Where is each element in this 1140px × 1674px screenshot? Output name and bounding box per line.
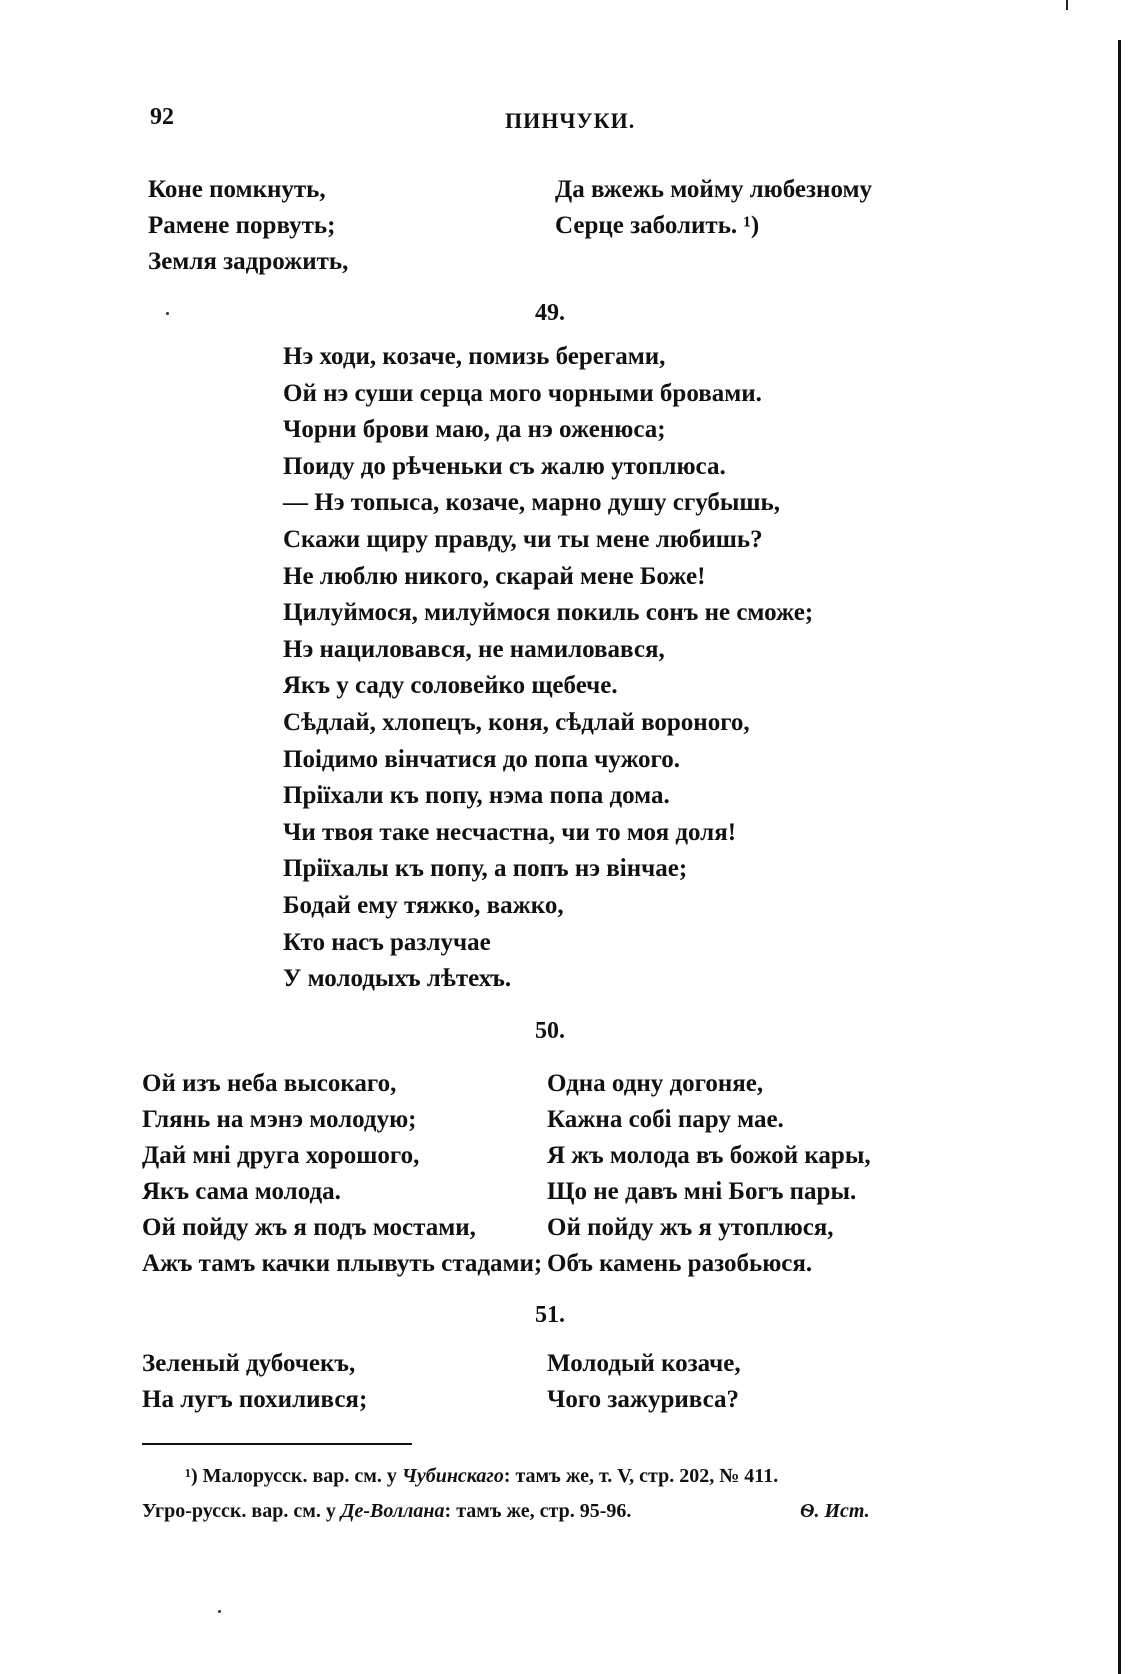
verse-line: На лугъ похилився; [142, 1386, 368, 1413]
verse-line: Да вжежь мойму любезному [555, 176, 873, 203]
print-speck [218, 1610, 221, 1613]
verse-line: Объ камень разобьюся. [547, 1250, 813, 1277]
verse-line: Ой изъ неба высокаго, [142, 1070, 397, 1097]
song-number-51: 51. [535, 1302, 565, 1328]
verse-line: Рамене порвуть; [148, 212, 336, 239]
song-51-left-column [142, 1346, 367, 1418]
verse-line: Кажна собі пару мае. [547, 1106, 784, 1133]
verse-line: Чи твоя таке несчастна, чи то моя доля! [283, 818, 737, 846]
song-number-49: 49. [535, 300, 565, 326]
footnote-author: Де-Воллана [340, 1500, 445, 1522]
page-number: 92 [150, 104, 174, 130]
footnote-rule [142, 1443, 412, 1445]
verse-line: Коне помкнуть, [148, 176, 326, 203]
verse-line: Скажи щиру правду, чи ты мене любишь? [283, 525, 763, 553]
footnote-signature [800, 1500, 870, 1523]
verse-line: Не люблю никого, скарай мене Боже! [283, 562, 706, 590]
song-50-right-column [547, 1066, 871, 1282]
verse-line: Сѣдлай, хлопецъ, коня, сѣдлай вороного, [283, 708, 750, 736]
song-number-50: 50. [535, 1018, 565, 1044]
intro-stanza-right [555, 172, 872, 244]
footnote-author: Чубинскаго [401, 1465, 504, 1487]
verse-line: Кто насъ разлучае [283, 928, 491, 956]
verse-line: Ой пойду жъ я утоплюся, [547, 1214, 834, 1241]
verse-line: Земля задрожить, [148, 248, 349, 275]
footnote-text: Угро-русск. вар. см. у [142, 1500, 336, 1522]
footnote-line-2 [142, 1500, 631, 1523]
verse-line: Молодый козаче, [547, 1350, 741, 1377]
verse-line: Чорни брови маю, да нэ оженюса; [283, 416, 666, 444]
song-50-left-column [142, 1066, 542, 1282]
footnote-text: : тамъ же, т. V, стр. 202, № 411. [503, 1465, 779, 1487]
verse-line: Ажъ тамъ качки плывуть стадами; [142, 1250, 543, 1277]
verse-line: Що не давъ мні Богъ пары. [547, 1178, 857, 1205]
signature-text: Ѳ. Ист. [800, 1500, 870, 1522]
song-51-right-column [547, 1346, 741, 1418]
song-49-text [283, 339, 813, 998]
verse-line: — Нэ топыса, козаче, марно душу сгубышь, [283, 489, 780, 517]
verse-line: Бодай ему тяжко, важко, [283, 891, 564, 919]
verse-line: Цилуймося, милуймося покиль сонъ не сможе; [283, 599, 814, 627]
footnote-marker: ¹) [185, 1465, 198, 1487]
print-speck [166, 312, 169, 315]
verse-line: Одна одну догоняе, [547, 1070, 764, 1097]
verse-line: Нэ ходи, козаче, помизь берегами, [283, 343, 666, 370]
verse-line: Ой пойду жъ я подъ мостами, [142, 1214, 476, 1241]
footnote-text: : тамъ же, стр. 95-96. [444, 1500, 632, 1522]
running-title: ПИНЧУКИ. [505, 108, 636, 133]
verse-line: Чого зажуривса? [547, 1386, 740, 1413]
verse-line: Пріїхалы къ попу, а попъ нэ вінчае; [283, 855, 688, 883]
verse-line: Нэ нациловався, не намиловався, [283, 635, 665, 663]
verse-line: Серце заболить. ¹) [555, 212, 760, 239]
verse-line: У молодыхъ лѣтехъ. [283, 965, 512, 993]
verse-line: Якъ сама молода. [142, 1178, 341, 1205]
verse-line: Дай мні друга хорошого, [142, 1142, 420, 1169]
verse-line: Поідимо вінчатися до попа чужого. [283, 745, 680, 773]
verse-line: Ой нэ суши серца мого чорными бровами. [283, 379, 762, 407]
page-edge-mark [1066, 0, 1068, 10]
footnote-text: Малорусск. вар. см. у [202, 1465, 397, 1487]
verse-line: Поиду до рѣченьки съ жалю утоплюса. [283, 452, 726, 480]
verse-line: Глянь на мэнэ молодую; [142, 1106, 417, 1133]
verse-line: Якъ у саду соловейко щебече. [283, 672, 618, 700]
footnote-line-1 [185, 1465, 778, 1488]
verse-line: Я жъ молода въ божой кары, [547, 1142, 871, 1169]
intro-stanza-left [148, 172, 348, 280]
verse-line: Пріїхали къ попу, нэма попа дома. [283, 782, 670, 810]
page-edge-line [1118, 40, 1121, 1674]
verse-line: Зеленый дубочекъ, [142, 1350, 356, 1377]
